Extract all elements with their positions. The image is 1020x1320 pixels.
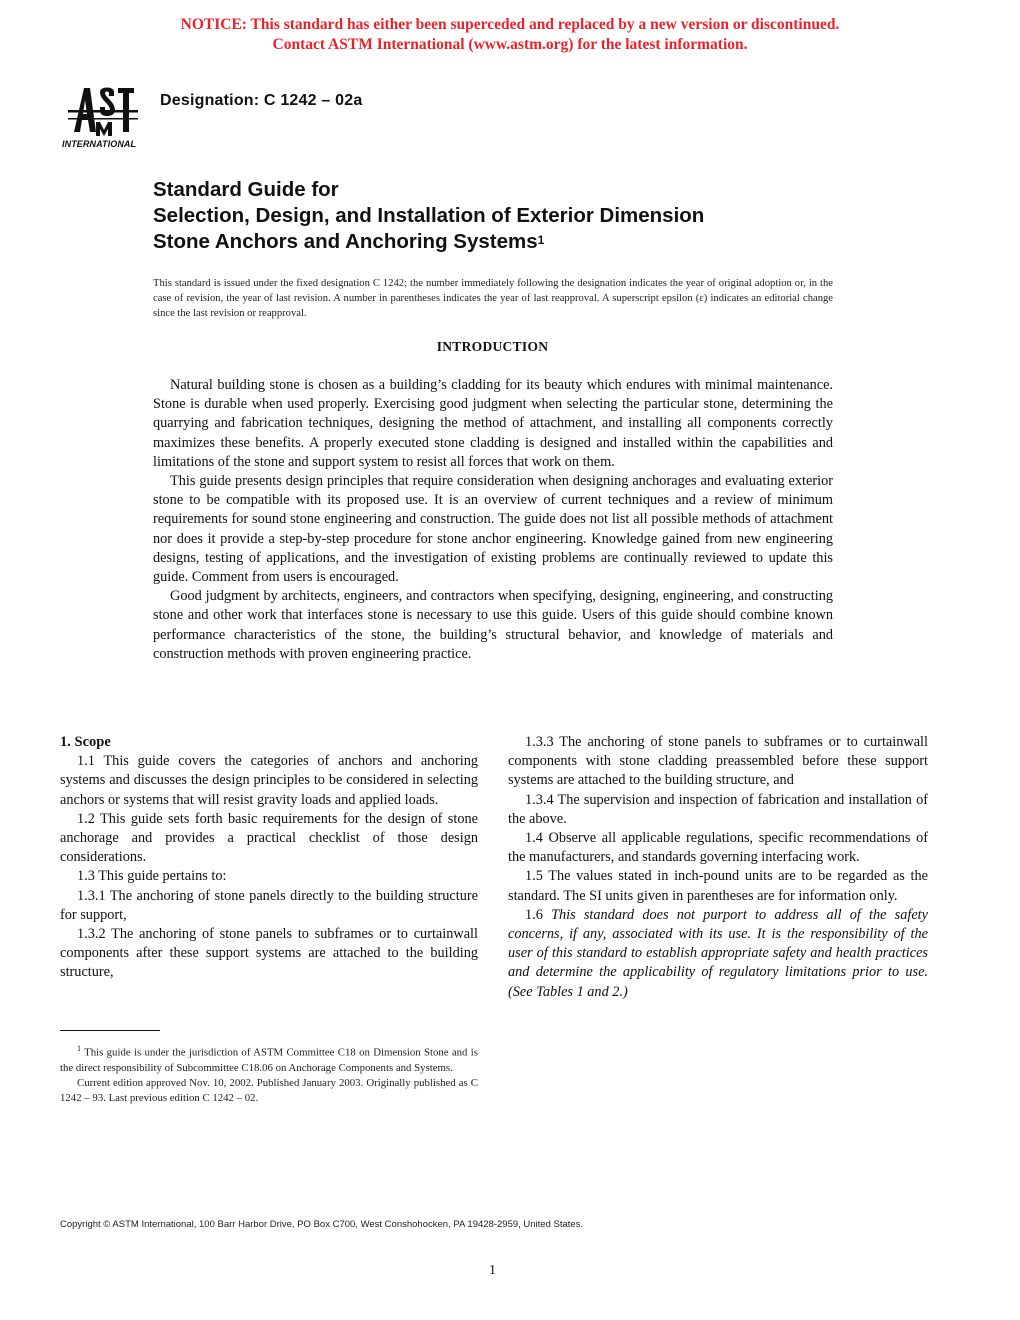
scope-clause-safety: 1.6 This standard does not purport to address all of the safety concerns, if any, associated with its use. It is the responsibility of the user of this standard to establish appropriate safety and health practices and determine the applicability of regulatory limitations prior to use. (See Tables 1 and 2.): [508, 906, 928, 1000]
scope-clause: 1.4 Observe all applicable regulations, specific recommendations of the manufacturers, and standards governing interfacing work.: [508, 830, 928, 866]
footnote-edition: Current edition approved Nov. 10, 2002. Published January 2003. Originally published as C 1242 – 93. Last previous edition C 1242 – 02.: [60, 1076, 478, 1104]
notice-line-2: Contact ASTM International (www.astm.org) for the latest information.: [272, 36, 748, 53]
scope-clause: 1.2 This guide sets forth basic requirements for the design of stone anchorage and provides a practical checklist of those design considerations.: [60, 810, 478, 866]
footnotes: [60, 1041, 478, 1106]
scope-heading: 1. Scope: [60, 734, 111, 750]
preamble: This standard is issued under the fixed designation C 1242; the number immediately following the designation indicates the year of original adoption or, in the case of revision, the year of last revision. A number in parentheses indicates the year of last reapproval. A superscript epsilon (ε) indicates an editorial change since the last revision or reapproval.: [153, 278, 833, 319]
scope-left-column: [60, 733, 478, 983]
designation: Designation: C 1242 – 02a: [160, 92, 363, 109]
page-number: 1: [489, 1263, 496, 1278]
scope-clause: 1.5 The values stated in inch-pound units are to be regarded as the standard. The SI units given in parentheses are for information only.: [508, 868, 928, 904]
scope-clause: 1.3.2 The anchoring of stone panels to subframes or to curtainwall components after these support systems are attached to the building structure,: [60, 926, 479, 981]
title-line-3: Stone Anchors and Anchoring Systems$^1$: [153, 230, 545, 253]
title-line-2: Selection, Design, and Installation of Exterior Dimension: [153, 204, 705, 227]
scope-clause: 1.3.1 The anchoring of stone panels directly to the building structure for support,: [60, 887, 478, 923]
astm-logo-icon: [60, 74, 146, 154]
scope-clause: 1.3 This guide pertains to:: [77, 868, 227, 885]
scope-clause: 1.3.3 The anchoring of stone panels to subframes or to curtainwall components with stone cladding preassembled before these support systems are attached to the building structure, and: [508, 734, 928, 789]
title-footnote-ref: 1: [537, 233, 545, 247]
notice-line-1: NOTICE: This standard has either been superceded and replaced by a new version or discontinued.: [180, 16, 840, 33]
logo-wordmark: INTERNATIONAL: [62, 139, 137, 149]
scope-clause: 1.1 This guide covers the categories of anchors and anchoring systems and discusses the design principles to be considered in selecting anchors or systems that will resist gravity loads and applied loads.: [60, 753, 478, 808]
introduction-body: [153, 376, 833, 664]
footnote-1: $^1$ This guide is under the jurisdiction of ASTM Committee C18 on Dimension Stone and is the direct responsibility of Subcommittee C18.06 on Anchorage Components and Systems.: [60, 1044, 478, 1074]
discontinued-notice: [0, 15, 1020, 55]
title-line-1: Standard Guide for: [153, 178, 339, 201]
intro-paragraph: This guide presents design principles that require consideration when designing anchorages and evaluating exterior stone to be compatible with its proposed use. It is an overview of current techniques and a review of minimum requirements for sound stone engineering and construction. The guide does not list all possible methods of attachment nor does it provide a step-by-step procedure for stone anchor engineering. Knowledge gained from new engineering designs, testing of applications, and the investigation of existing problems are continually reviewed to update this guide. Comment from users is encouraged.: [153, 473, 833, 586]
scope-right-column: [508, 733, 928, 1002]
footnote-divider: [60, 1030, 160, 1031]
scope-clause: 1.3.4 The supervision and inspection of fabrication and installation of the above.: [508, 791, 928, 827]
intro-paragraph: Natural building stone is chosen as a building’s cladding for its beauty which endures with minimal maintenance. Stone is durable when used properly. Exercising good judgment when selecting the particular stone, determining the quarrying and fabrication techniques, designing the method of attachment, and installing all components correctly maximizes these benefits. A properly executed stone cladding is designed and installed within the capabilities and limitations of the stone and support system to resist all forces that work on them.: [153, 377, 833, 470]
copyright-line: Copyright © ASTM International, 100 Barr Harbor Drive, PO Box C700, West Conshohocken, PA 19428-2959, United States.: [60, 1219, 584, 1230]
intro-paragraph: Good judgment by architects, engineers, and contractors when specifying, designing, engineering, and constructing stone and other work that interfaces stone is necessary to use this guide. Users of this guide should combine known performance characteristics of the stone, the building’s structural behavior, and knowledge of materials and construction methods with proven engineering practice.: [153, 588, 833, 662]
introduction-heading: INTRODUCTION: [436, 339, 549, 354]
document-title: [153, 177, 933, 255]
